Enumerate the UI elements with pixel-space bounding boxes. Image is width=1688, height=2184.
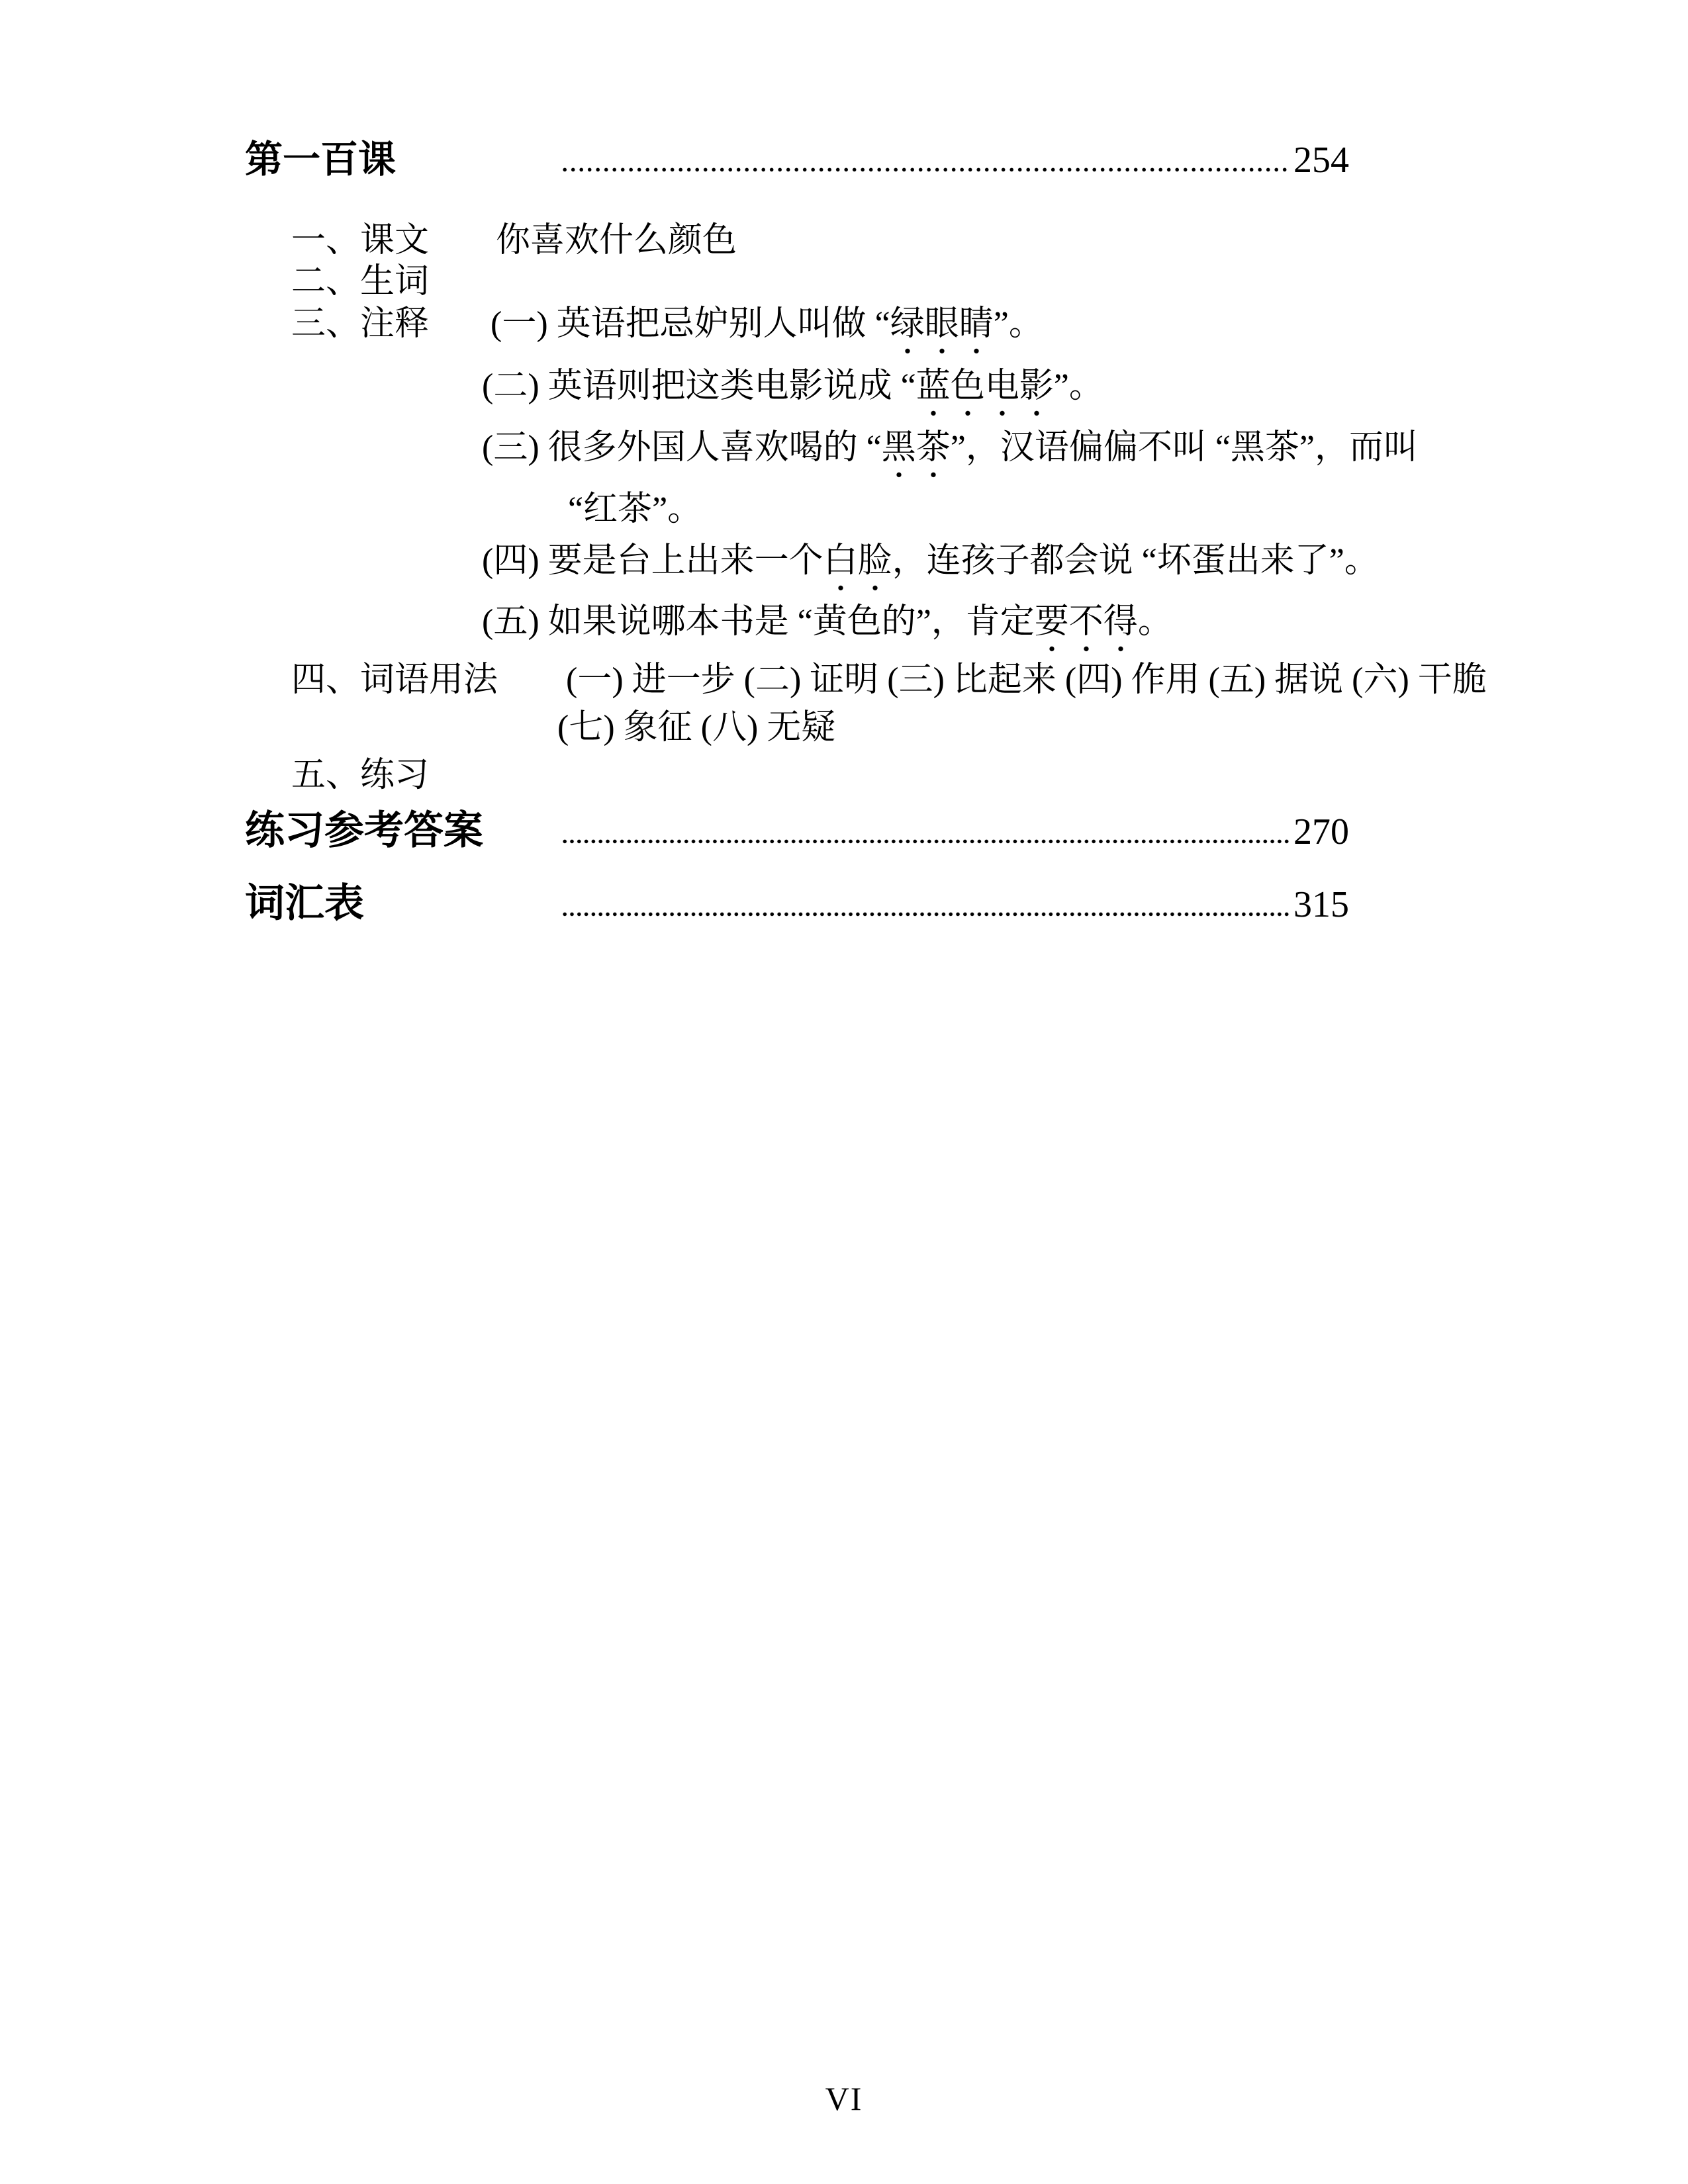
- section-text: [291, 220, 737, 262]
- section-new-words: [291, 261, 429, 303]
- note-text-run: (四) 要是台上出来一个: [482, 542, 823, 580]
- lesson-100-page-number: 254: [1293, 140, 1349, 181]
- emphasized-term: 蓝色电影: [916, 367, 1054, 416]
- answer-key-page-number: 270: [1293, 811, 1349, 852]
- note-text-run: ，连孩子都会说 “坏蛋出来了”。: [892, 542, 1379, 580]
- note-text-run: (二) 英语则把这类电影说成 “: [482, 367, 916, 405]
- note-text-run: (三) 很多外国人喜欢喝的 “: [482, 429, 882, 467]
- answer-key-title: 练习参考答案: [245, 808, 483, 852]
- section-text-label: 一、课文: [291, 222, 430, 259]
- section-new-words-label: 二、生词: [291, 263, 430, 300]
- toc-entry-vocabulary-list: [245, 880, 1349, 928]
- note-item-1: [491, 305, 1043, 343]
- section-word-usage: [291, 659, 1487, 702]
- section-notes: [291, 303, 1043, 345]
- note-item-3-continuation: [568, 488, 702, 531]
- note-text-run: “红茶”。: [568, 490, 702, 528]
- note-text-run: (五) 如果说哪本书是 “黄色的”，肯定: [482, 603, 1035, 641]
- emphasized-term: 要不得: [1035, 603, 1138, 652]
- note-text-run: ”，汉语偏偏不叫 “黑茶”，而叫: [950, 429, 1418, 467]
- lesson-text-name: 你喜欢什么颜色: [496, 222, 737, 259]
- note-item-3: [482, 427, 1418, 469]
- dot-leader: [561, 139, 1291, 172]
- note-text-run: (一) 英语把忌妒别人叫做 “: [491, 305, 890, 343]
- folio-page-number: VI: [825, 2080, 863, 2117]
- note-text-run: 。: [1137, 603, 1172, 641]
- emphasized-term: 绿眼睛: [890, 305, 994, 354]
- emphasized-term: 白脸: [823, 542, 892, 591]
- section-notes-label: 三、注释: [291, 305, 430, 343]
- toc-entry-answer-key: [245, 807, 1349, 855]
- lesson-100-title: 第一百课: [245, 138, 396, 181]
- section-exercises-label: 五、练习: [291, 756, 430, 794]
- dot-leader: [561, 811, 1291, 844]
- note-item-5: [482, 601, 1172, 643]
- toc-entry-lesson-100: [245, 136, 1349, 183]
- emphasized-term: 黑茶: [882, 429, 951, 478]
- vocabulary-list-page-number: 315: [1293, 884, 1349, 925]
- note-text-run: ”。: [993, 305, 1043, 343]
- usage-items-line1: (一) 进一步 (二) 证明 (三) 比起来 (四) 作用 (五) 据说 (六) 干脆: [566, 661, 1487, 699]
- note-item-4: [482, 540, 1379, 582]
- dot-leader: [561, 884, 1291, 917]
- note-item-2: [482, 365, 1103, 408]
- section-exercises: [291, 754, 429, 797]
- usage-items-line2: (七) 象征 (八) 无疑: [557, 709, 836, 747]
- note-text-run: ”。: [1053, 367, 1103, 405]
- vocabulary-list-title: 词汇表: [245, 881, 364, 925]
- section-word-usage-label: 四、词语用法: [291, 661, 498, 699]
